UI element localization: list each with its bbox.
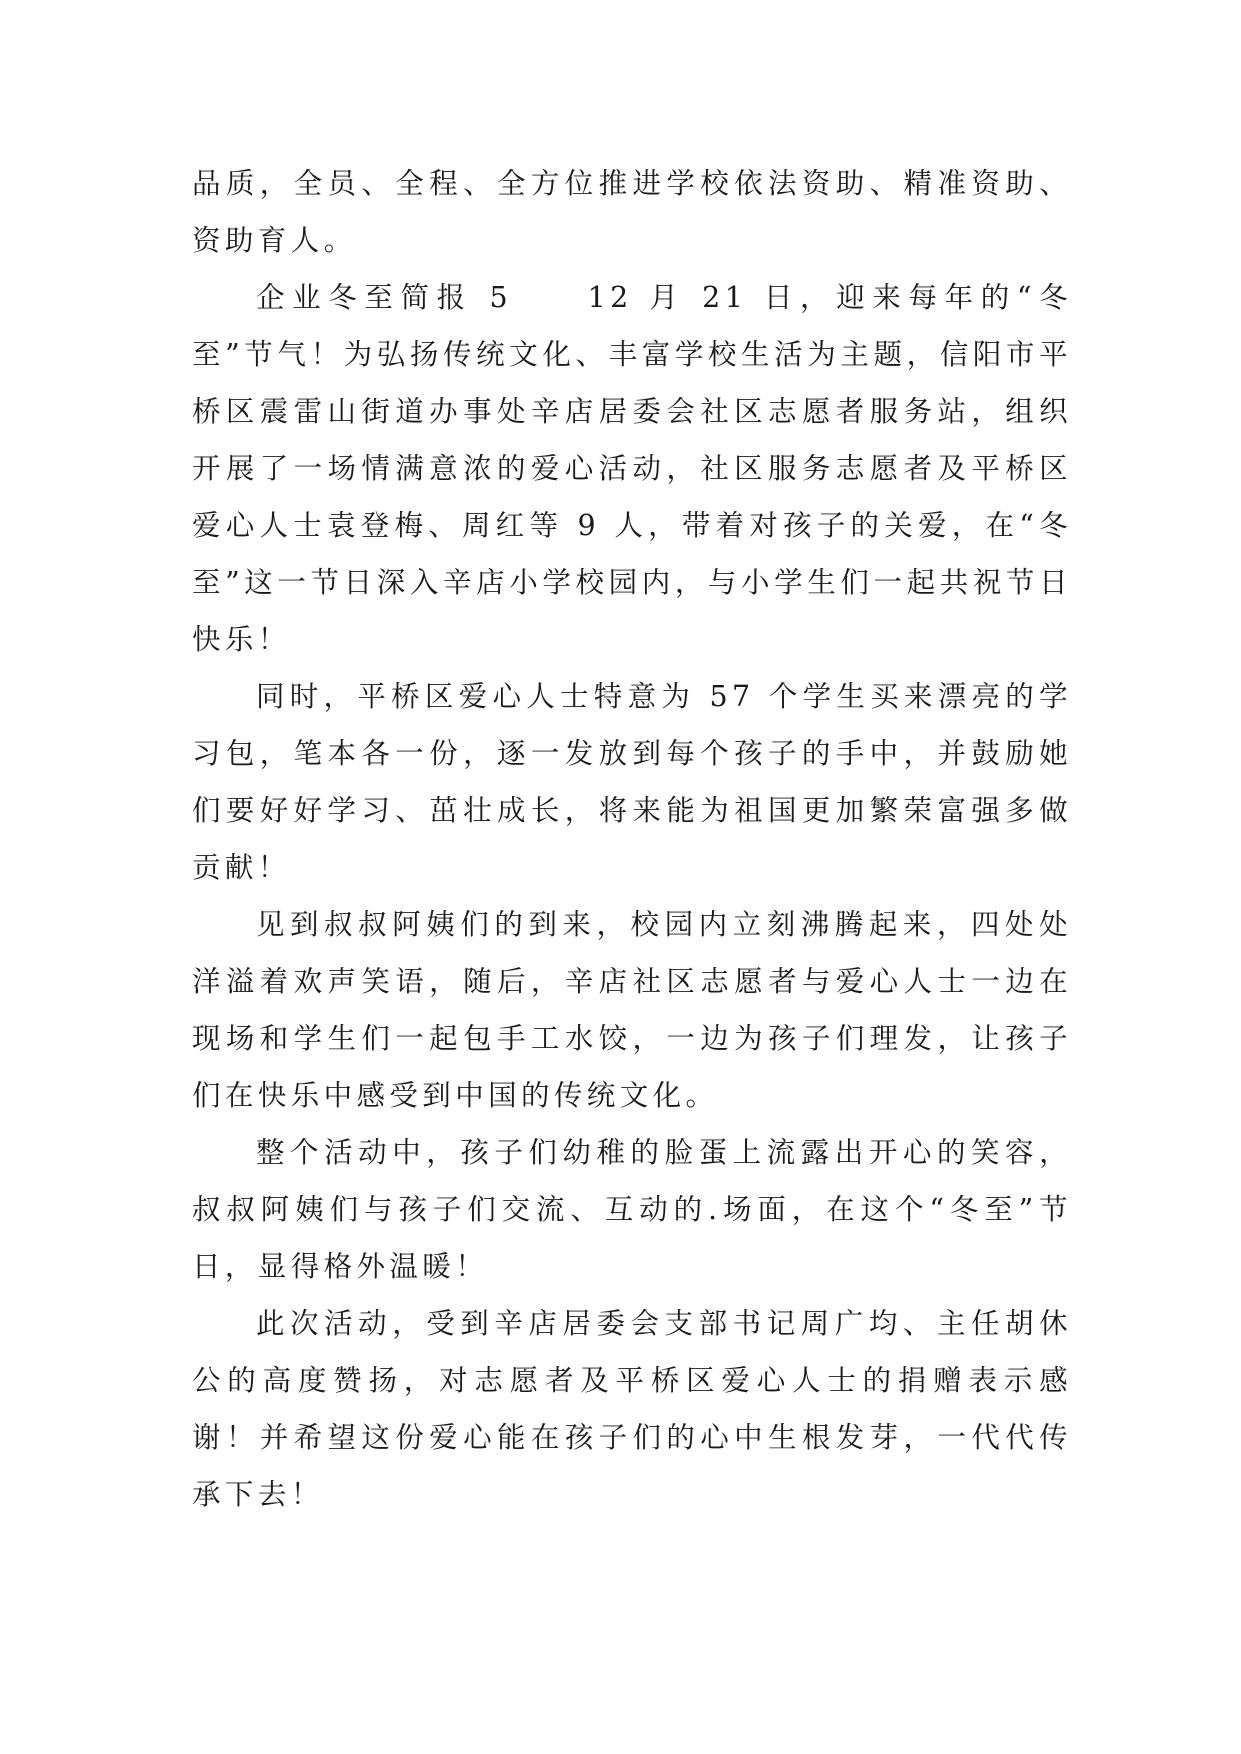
paragraph-activities: 见到叔叔阿姨们的到来，校园内立刻沸腾起来，四处处洋溢着欢声笑语，随后，辛店社区志愿者与爱心人士一边在现场和学生们一起包手工水饺，一边为孩子们理发，让孩子们在快乐中感受到中国的传统文化。	[192, 908, 1072, 1112]
paragraph-acknowledgement: 此次活动，受到辛店居委会支部书记周广均、主任胡休公的高度赞扬，对志愿者及平桥区爱心人士的捐赠表示感谢！并希望这份爱心能在孩子们的心中生根发芽，一代代传承下去！	[192, 1307, 1072, 1511]
paragraph-atmosphere: 整个活动中，孩子们幼稚的脸蛋上流露出开心的笑容，叔叔阿姨们与孩子们交流、互动的.场面，在这个“冬至”节日，显得格外温暖！	[192, 1136, 1072, 1283]
paragraph-continued: 品质，全员、全程、全方位推进学校依法资助、精准资助、资助育人。	[192, 167, 1072, 257]
document-body	[192, 155, 1072, 1523]
paragraph-report-intro: 企业冬至简报 5 12 月 21 日，迎来每年的“冬至”节气！为弘扬传统文化、丰富学校生活为主题，信阳市平桥区震雷山街道办事处辛店居委会社区志愿者服务站，组织开展了一场情满意浓的爱心活动，社区服务志愿者及平桥区爱心人士袁登梅、周红等 9 人，带着对孩子的关爱，在“冬至”这一节日深入辛店小学校园内，与小学生们一起共祝节日快乐！	[192, 281, 1072, 656]
paragraph-gifts: 同时，平桥区爱心人士特意为 57 个学生买来漂亮的学习包，笔本各一份，逐一发放到每个孩子的手中，并鼓励她们要好好学习、茁壮成长，将来能为祖国更加繁荣富强多做贡献！	[192, 680, 1072, 884]
